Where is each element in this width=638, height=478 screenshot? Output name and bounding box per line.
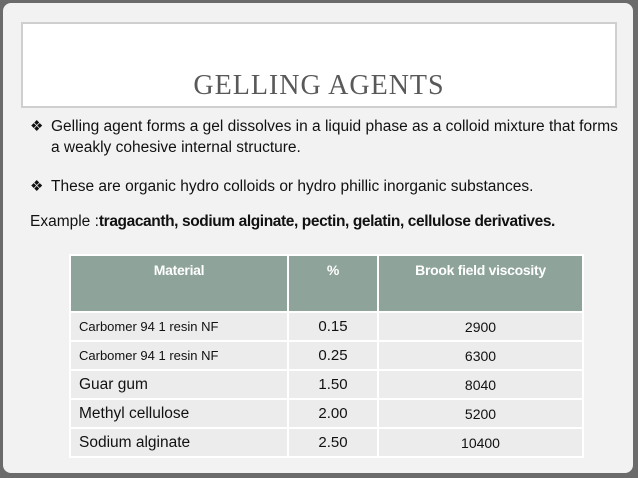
cell-percent: 0.15 <box>288 312 378 341</box>
example-text: tragacanth, sodium alginate, pectin, gelatin, cellulose derivatives. <box>98 213 555 230</box>
cell-viscosity: 6300 <box>378 341 583 370</box>
cell-viscosity: 10400 <box>378 428 583 457</box>
table-row <box>70 341 583 370</box>
cell-material: Guar gum <box>70 370 288 399</box>
bullet-text: Gelling agent forms a gel dissolves in a liquid phase as a colloid mixture that forms a weakly cohesive internal structure. <box>51 118 618 156</box>
cell-viscosity: 5200 <box>378 399 583 428</box>
header-percent: % <box>288 255 378 312</box>
cell-material: Sodium alginate <box>70 428 288 457</box>
cell-percent: 1.50 <box>288 370 378 399</box>
cell-percent: 2.50 <box>288 428 378 457</box>
slide-title: GELLING AGENTS <box>193 70 445 101</box>
bullet-item-colloids <box>30 176 620 197</box>
slide <box>3 3 633 473</box>
table-row <box>70 399 583 428</box>
cell-viscosity: 2900 <box>378 312 583 341</box>
bullet-text: These are organic hydro colloids or hydro phillic inorganic substances. <box>51 178 534 195</box>
cell-material: Methyl cellulose <box>70 399 288 428</box>
table-row <box>70 370 583 399</box>
cell-viscosity: 8040 <box>378 370 583 399</box>
diamond-bullet-icon: ❖ <box>30 118 44 135</box>
gelling-agents-table <box>69 254 584 458</box>
cell-percent: 0.25 <box>288 341 378 370</box>
table-header-row <box>70 255 583 312</box>
header-viscosity: Brook field viscosity <box>378 255 583 312</box>
cell-percent: 2.00 <box>288 399 378 428</box>
example-label: Example : <box>30 213 99 230</box>
table-row <box>70 312 583 341</box>
example-line <box>30 212 600 232</box>
bullet-item-gelling-definition <box>30 116 620 158</box>
header-material: Material <box>70 255 288 312</box>
table-row <box>70 428 583 457</box>
cell-material: Carbomer 94 1 resin NF <box>70 312 288 341</box>
title-box <box>21 22 617 108</box>
diamond-bullet-icon: ❖ <box>30 178 44 195</box>
cell-material: Carbomer 94 1 resin NF <box>70 341 288 370</box>
